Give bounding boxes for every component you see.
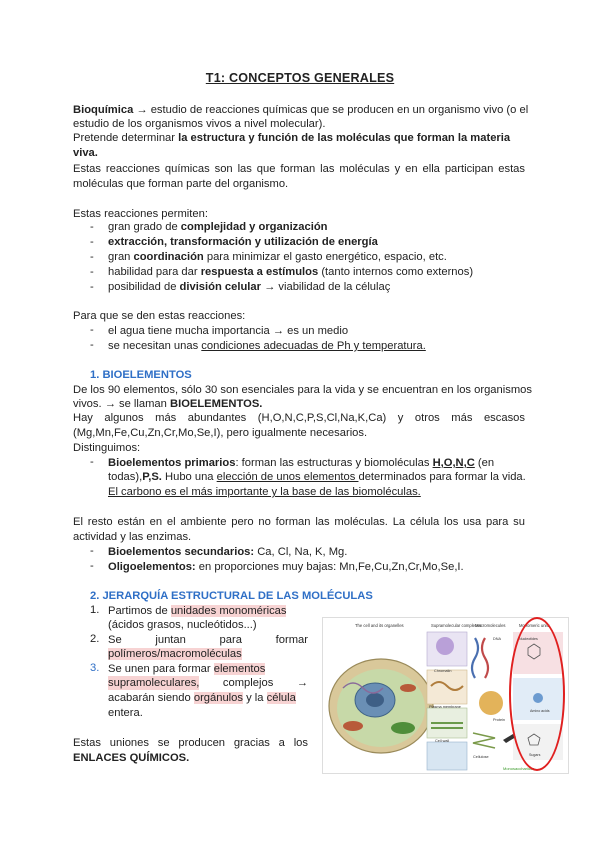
highlight-oval <box>509 617 565 771</box>
list-number: 3. <box>90 662 100 674</box>
intro-line-6: moléculas que forman parte del organismo. <box>73 178 289 190</box>
supramolecular-panels <box>427 632 467 770</box>
jer-item-1-line-1: Partimos de unidades monoméricas <box>108 605 287 617</box>
jer-item-1-line-2: (ácidos grasos, nucleótidos...) <box>108 619 257 631</box>
permiten-lead: Estas reacciones permiten: <box>73 208 208 220</box>
paraque-lead: Para que se den estas reacciones: <box>73 310 246 322</box>
jer-item-3-line-3: acabarán siendo orgánulos y la célula <box>108 692 296 704</box>
jer-item-3-line-4: entera. <box>108 707 143 719</box>
paraque-item-1: el agua tiene mucha importancia → es un medio <box>108 325 349 337</box>
dash: - <box>90 324 94 336</box>
dash: - <box>90 560 94 572</box>
bio-oligoelementos: Oligoelementos: en proporciones muy bajas: Mn,Fe,Cu,Zn,Cr,Mo,Se,I. <box>108 561 464 573</box>
bio-primarios-line-3: El carbono es el más importante y la base de las biomoléculas. <box>108 486 421 498</box>
figure-header-cell: The cell and its organelles <box>355 623 404 628</box>
cell-drawing <box>329 659 433 753</box>
jer-item-3-line-2: supramoleculares, complejos → <box>108 677 308 689</box>
dash: - <box>90 339 94 351</box>
label-monosaccharides: Monosaccharides <box>503 766 535 771</box>
bio-secundarios: Bioelementos secundarios: Ca, Cl, Na, K, Mg. <box>108 546 348 558</box>
paraque-item-2: se necesitan unas condiciones adecuadas de Ph y temperatura. <box>108 340 426 352</box>
enlaces-line-1: Estas uniones se producen gracias a los <box>73 737 308 749</box>
intro-line-5: Estas reacciones químicas son las que forman las moléculas y en ella participan estas <box>73 163 525 175</box>
jer-item-2-line-2: polímeros/macromoléculas <box>108 648 242 660</box>
bio-line-5: Distinguimos: <box>73 442 141 454</box>
bio-line-2: vivos. → se llaman BIOELEMENTOS. <box>73 398 263 410</box>
label-plasma-membrane: Plasma membrane <box>429 705 461 709</box>
bio-line-1: De los 90 elementos, sólo 30 son esenciales para la vida y se encuentran en los organismos <box>73 384 532 396</box>
dash: - <box>90 456 94 468</box>
figure-header-monomeric: Monomeric units <box>519 623 550 628</box>
page-title: T1: CONCEPTOS GENERALES <box>205 71 395 85</box>
bio-line-3: Hay algunos más abundantes (H,O,N,C,P,S,Cl,Na,K,Ca) y otros más escasos <box>73 412 525 424</box>
bio-primarios-line-2: todas),P,S. Hubo una elección de unos elementos determinados para formar la vida. <box>108 471 526 483</box>
intro-line-3: Pretende determinar la estructura y función de las moléculas que forman la materia <box>73 132 511 144</box>
intro-line-1: Bioquímica → estudio de reacciones químicas que se producen en un organismo vivo (o el <box>73 104 529 116</box>
label-dna: DNA <box>493 637 502 641</box>
figure-header-macromolecules: Macromolecules <box>475 623 506 628</box>
jer-item-3-line-1: Se unen para formar elementos <box>108 663 266 675</box>
label-chromatin: Chromatin <box>434 669 452 673</box>
dash: - <box>90 545 94 557</box>
bio-line-4: (Mg,Mn,Fe,Cu,Zn,Cr,Mo,Se,I), pero igualmente necesarios. <box>73 427 368 439</box>
jer-item-2-line-1: Se juntan para formar <box>108 634 308 646</box>
intro-line-4: viva. <box>73 147 98 159</box>
label-nucleotides: Nucleotides <box>519 637 538 641</box>
label-amino-acids: Amino acids <box>530 709 550 713</box>
enlaces-line-2: ENLACES QUÍMICOS. <box>73 752 190 764</box>
list-number: 1. <box>90 604 100 616</box>
label-cell-wall: Cell wall <box>435 739 450 743</box>
macromolecule-panels <box>472 637 505 759</box>
section-heading-bioelementos: 1. BIOELEMENTOS <box>90 369 192 381</box>
bio-resto-line-2: actividad y las enzimas. <box>73 531 192 543</box>
section-heading-jerarquia: 2. JERARQUÍA ESTRUCTURAL DE LAS MOLÉCULAS <box>90 590 373 602</box>
label-sugars: Sugars <box>529 753 541 757</box>
figure-header-supramolecular: Supramolecular complexes <box>431 623 482 628</box>
list-number: 2. <box>90 633 100 645</box>
label-cellulose: Cellulose <box>473 755 489 759</box>
bio-primarios-line-1: Bioelementos primarios: forman las estructuras y biomoléculas H,O,N,C (en <box>108 457 495 469</box>
bio-resto-line-1: El resto están en el ambiente pero no forman las moléculas. La célula los usa para su <box>73 516 525 528</box>
label-protein: Protein <box>493 718 506 722</box>
intro-line-2: estudio de los organismos vivos a nivel molecular). <box>73 118 326 130</box>
